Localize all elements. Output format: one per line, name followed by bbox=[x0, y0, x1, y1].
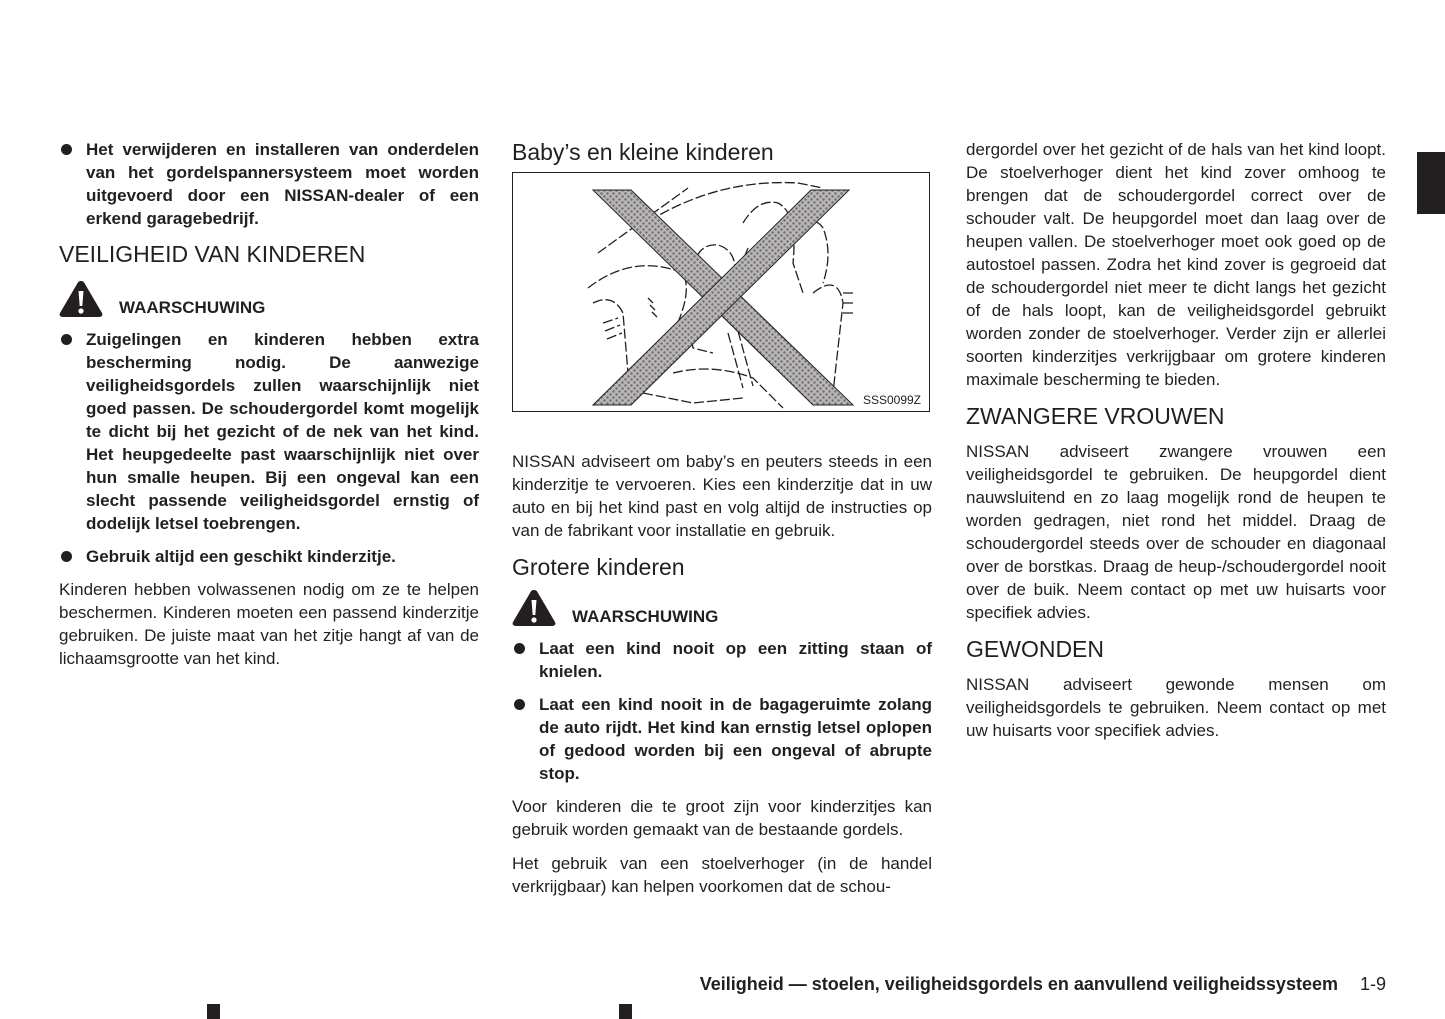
paragraph: NISSAN adviseert zwangere vrouwen een veiligheidsgordel te gebruiken. De heupgordel dient nauwsluitend en zo laag mogelijk rond de heupen te worden gedragen, niet rond het middel. Draag de schoudergordel steeds over de schouder en diagonaal over de borstkas. Draag de heup-/schoudergordel nooit over de buik. Neem contact op met uw huisarts voor specifiek advies. bbox=[966, 442, 1386, 622]
crop-mark bbox=[207, 1004, 220, 1019]
warning-label: WAARSCHUWING bbox=[119, 298, 266, 317]
subsection-title-babies: Baby’s en kleine kinderen bbox=[512, 139, 774, 165]
paragraph: NISSAN adviseert gewonde mensen om veiligheidsgordels te gebruiken. Neem contact op met uw huisarts voor specifiek advies. bbox=[966, 675, 1386, 740]
bullet-item bbox=[512, 693, 932, 785]
warning-triangle-icon bbox=[59, 280, 103, 318]
warning-triangle-icon bbox=[512, 589, 556, 627]
bullet-dot-icon bbox=[514, 643, 525, 654]
bullet-item bbox=[59, 328, 479, 535]
warning-header bbox=[59, 278, 479, 318]
column-2 bbox=[512, 138, 932, 909]
section-title-injured: GEWONDEN bbox=[966, 636, 1104, 662]
warning-label: WAARSCHUWING bbox=[572, 607, 719, 626]
column-3 bbox=[966, 138, 1386, 753]
crop-mark bbox=[619, 1004, 632, 1019]
section-title-pregnant-women: ZWANGERE VROUWEN bbox=[966, 403, 1225, 429]
column-1 bbox=[59, 138, 479, 681]
page-footer bbox=[700, 972, 1386, 996]
bullet-item bbox=[59, 545, 479, 568]
bullet-dot-icon bbox=[514, 699, 525, 710]
bullet-item bbox=[59, 138, 479, 230]
bullet-dot-icon bbox=[61, 334, 72, 345]
warning-bullet-list bbox=[59, 328, 479, 568]
paragraph: Voor kinderen die te groot zijn voor kinderzitjes kan gebruik worden gemaakt van de bestaande gordels. bbox=[512, 797, 932, 839]
subsection-title-older-children: Grotere kinderen bbox=[512, 554, 685, 580]
footer-chapter-title: Veiligheid — stoelen, veiligheidsgordels en aanvullend veiligheidssysteem bbox=[699, 974, 1338, 994]
bullet-text: Het verwijderen en installeren van onderdelen van het gordelspannersysteem moet worden uitgevoerd door een NISSAN-dealer of een erkend garagebedrijf. bbox=[86, 140, 479, 228]
paragraph: Het gebruik van een stoelverhoger (in de handel verkrijgbaar) kan helpen voorkomen dat de schou- bbox=[512, 854, 932, 896]
paragraph: Kinderen hebben volwassenen nodig om ze te helpen beschermen. Kinderen moeten een passend kinderzitje gebruiken. De juiste maat van het zitje hangt af van de lichaamsgrootte van het kind. bbox=[59, 580, 479, 668]
illustration-figure bbox=[512, 172, 930, 412]
section-title-child-safety: VEILIGHEID VAN KINDEREN bbox=[59, 241, 366, 267]
bullet-dot-icon bbox=[61, 144, 72, 155]
chapter-tab-marker bbox=[1417, 152, 1445, 214]
bullet-text: Laat een kind nooit in de bagageruimte zolang de auto rijdt. Het kind kan ernstig letsel oplopen of gedood worden bij een ongeval of abrupte stop. bbox=[539, 695, 932, 783]
bullet-text: Zuigelingen en kinderen hebben extra bescherming nodig. De aanwezige veiligheidsgordels zullen waarschijnlijk niet goed passen. De schoudergordel komt mogelijk te dicht bij het gezicht of de nek van het kind. Het heupgedeelte past waarschijnlijk niet over hun smalle heupen. Bij een ongeval kan een slecht passende veiligheidsgordel ernstig of dodelijk letsel toebrengen. bbox=[86, 330, 479, 533]
warning-bullet-list bbox=[512, 637, 932, 785]
warning-header bbox=[512, 587, 932, 627]
paragraph: NISSAN adviseert om baby’s en peuters steeds in een kinderzitje te vervoeren. Kies een kinderzitje dat in uw auto en bij het kind past en volg altijd de instructies op van de fabrikant voor installatie en gebruik. bbox=[512, 452, 932, 540]
bullet-text: Gebruik altijd een geschikt kinderzitje. bbox=[86, 547, 396, 566]
bullet-item bbox=[512, 637, 932, 683]
figure-code: SSS0099Z bbox=[862, 393, 921, 407]
bullet-text: Laat een kind nooit op een zitting staan of knielen. bbox=[539, 639, 932, 681]
intro-bullet-list bbox=[59, 138, 479, 230]
crossed-out-illustration-icon bbox=[513, 173, 928, 410]
paragraph-continued: dergordel over het gezicht of de hals van het kind loopt. De stoelverhoger dient het kind zover omhoog te brengen dat de schoudergordel correct over de schouder valt. De heupgordel moet dan laag over de heupen vallen. De stoelverhoger moet ook goed op de autostoel passen. Zodra het kind zover is gegroeid dat de schoudergordel niet meer te dicht langs het gezicht of de hals loopt, kan de veiligheidsgordel gebruikt worden zonder de stoelverhoger. Verder zijn er allerlei soorten kinderzitjes verkrijgbaar om grotere kinderen maximale bescherming te bieden. bbox=[966, 140, 1386, 389]
page-number: 1-9 bbox=[1359, 974, 1386, 994]
bullet-dot-icon bbox=[61, 551, 72, 562]
